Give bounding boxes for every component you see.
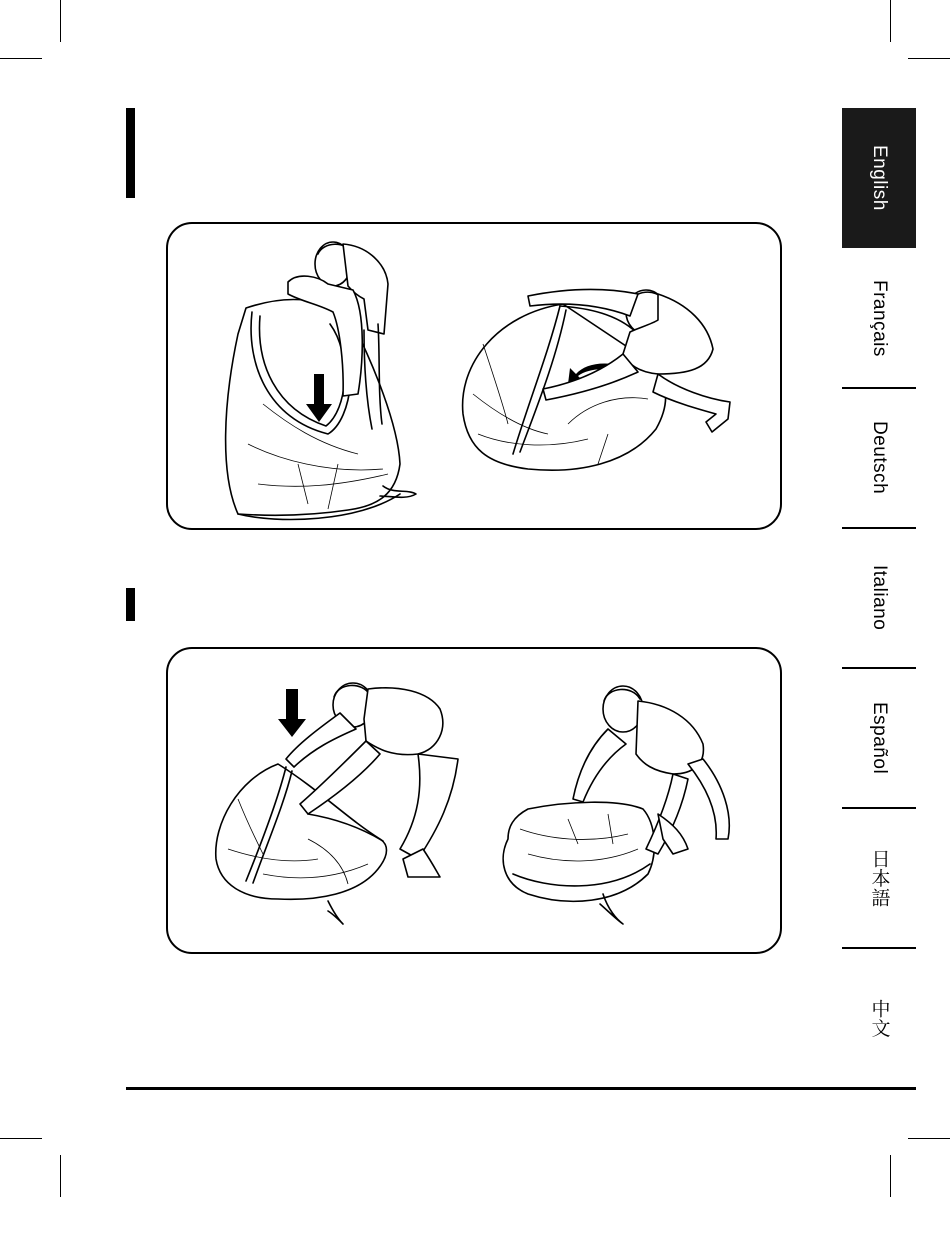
tab-label: Italiano: [869, 565, 890, 631]
illustration-panel-2: [166, 647, 782, 954]
tab-label: 日本語: [868, 848, 890, 908]
tab-label: Français: [869, 279, 890, 357]
crop-mark: [908, 58, 950, 59]
illustration-panel-1: [166, 222, 782, 530]
person-folding-tent-over-illustration: [463, 290, 730, 471]
crop-mark: [60, 1155, 61, 1197]
crop-mark: [0, 1138, 42, 1139]
tab-chinese[interactable]: [842, 948, 916, 1088]
crop-mark: [890, 1155, 891, 1197]
tab-label: Deutsch: [869, 421, 890, 495]
crop-mark: [60, 0, 61, 42]
person-pushing-tent-frame-down-illustration: [226, 242, 416, 519]
footer-rule: [126, 1087, 916, 1090]
tab-japanese[interactable]: [842, 808, 916, 948]
tab-label: 中文: [868, 998, 890, 1038]
language-tab-list: [842, 108, 916, 1088]
crop-mark: [0, 58, 42, 59]
step-marker-bar: [126, 108, 135, 198]
tab-label: Español: [869, 701, 890, 775]
person-pressing-tent-down-illustration: [216, 683, 458, 924]
tab-deutsch[interactable]: [842, 388, 916, 528]
tab-francais[interactable]: [842, 248, 916, 388]
tab-espanol[interactable]: [842, 668, 916, 808]
tab-italiano[interactable]: [842, 528, 916, 668]
person-holding-folded-tent-illustration: [503, 686, 729, 924]
crop-mark: [890, 0, 891, 42]
crop-mark: [908, 1138, 950, 1139]
tab-label: English: [869, 145, 890, 211]
step-marker-bar: [126, 588, 135, 621]
tab-english[interactable]: [842, 108, 916, 248]
